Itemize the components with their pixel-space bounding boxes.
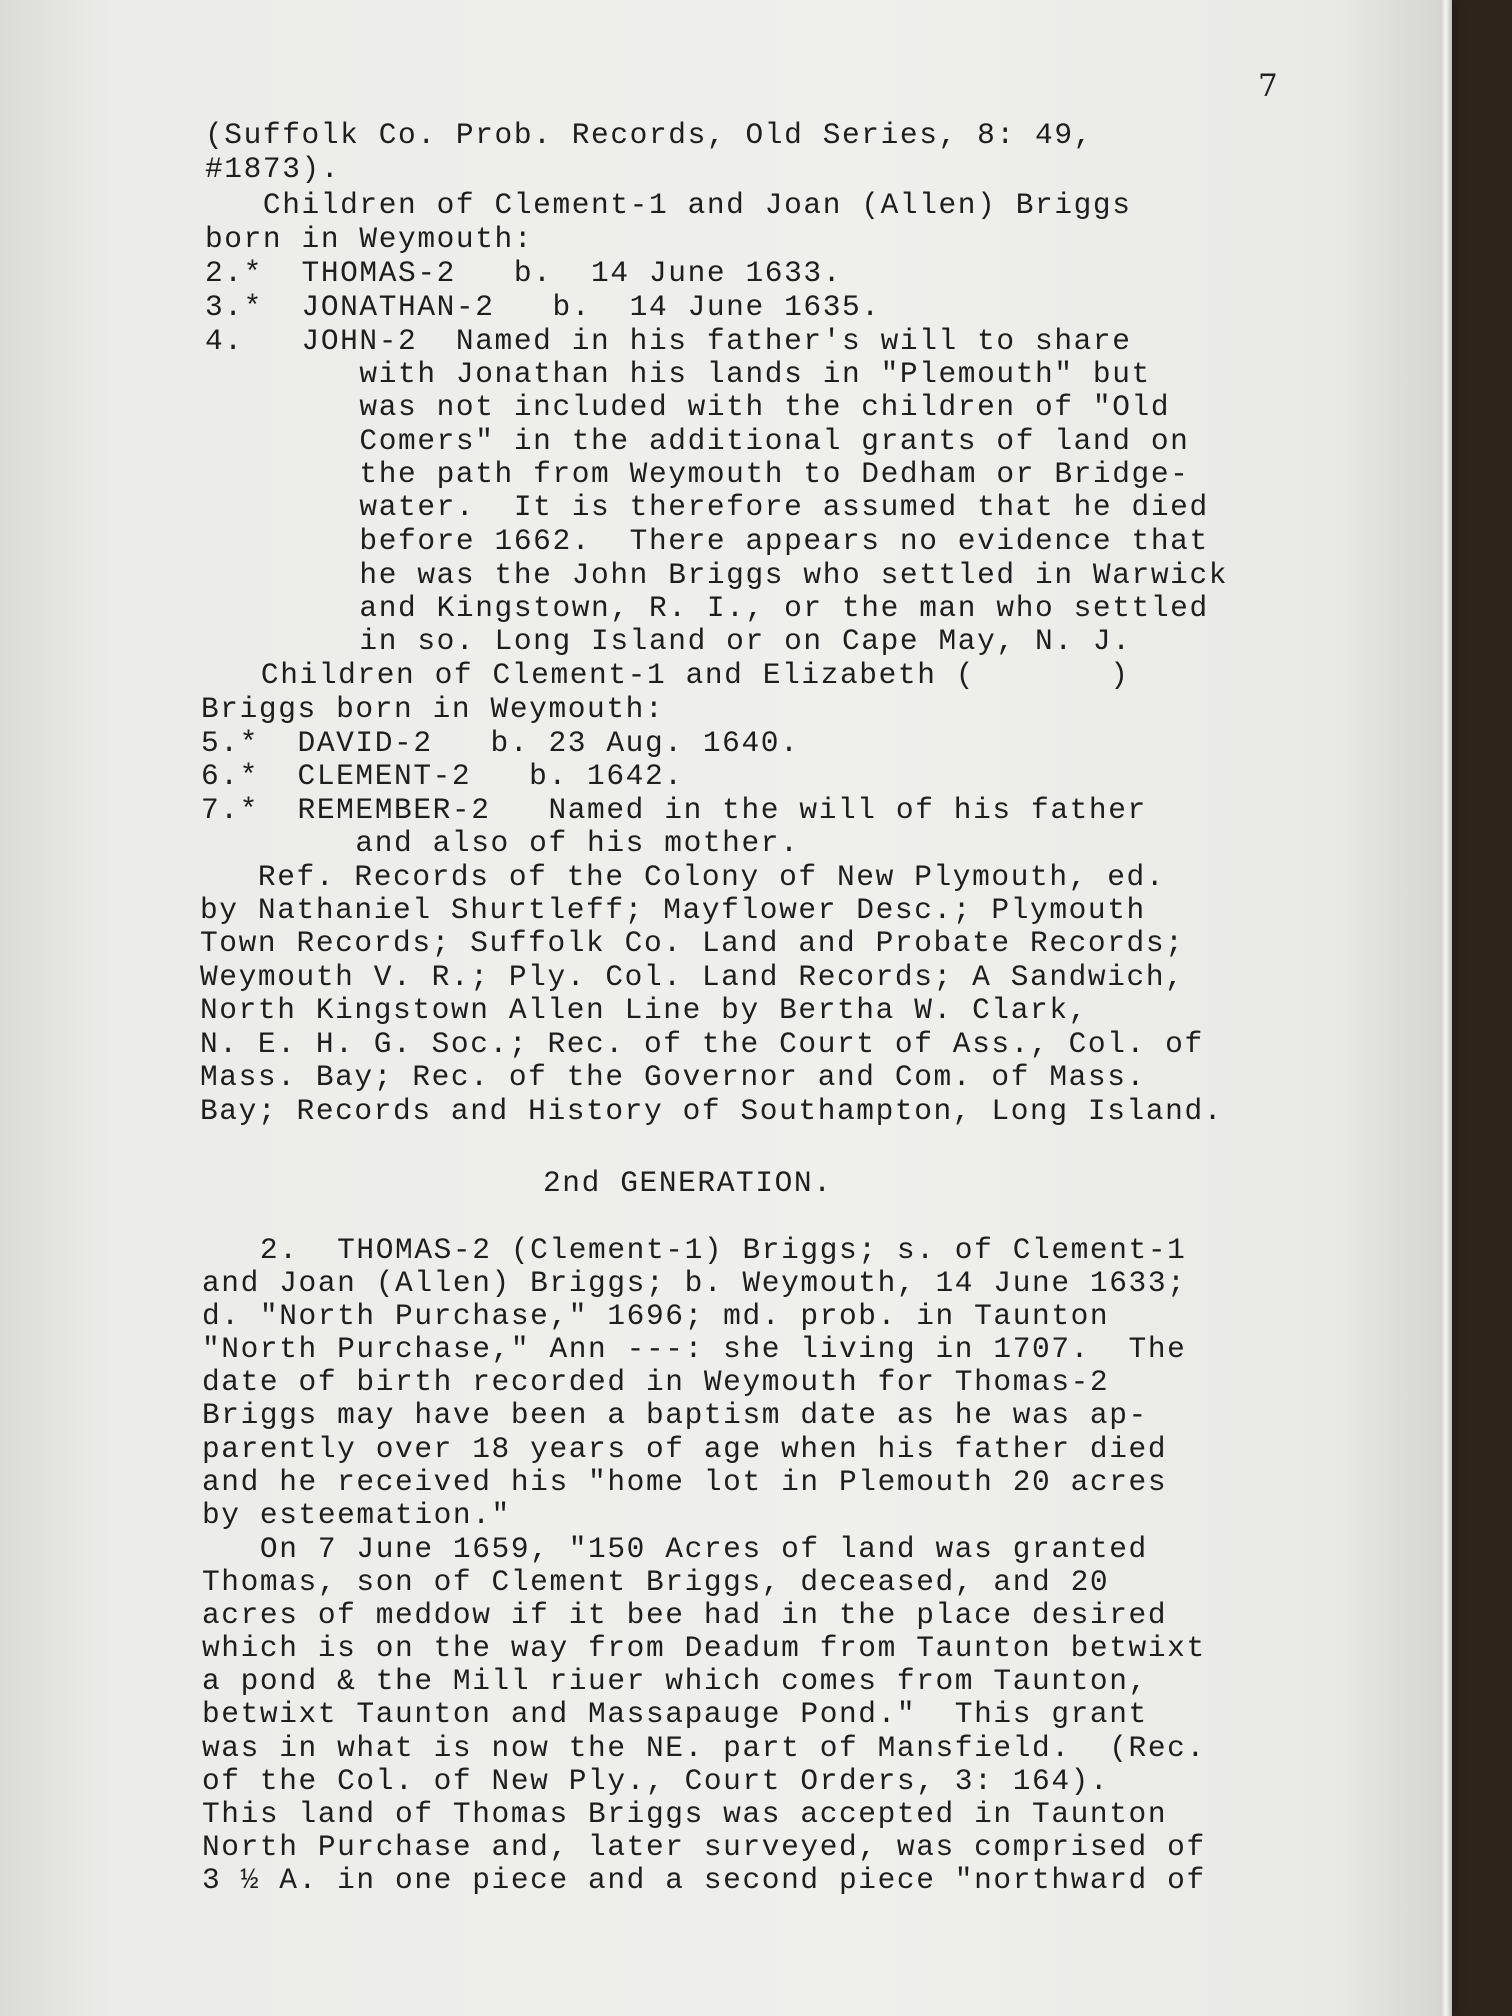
text-line: the path from Weymouth to Dedham or Bridge- <box>205 457 1190 491</box>
section-heading: 2nd GENERATION. <box>543 1166 833 1200</box>
text-line: was not included with the children of "Old <box>205 390 1171 424</box>
text-line: Comers" in the additional grants of land on <box>205 424 1190 458</box>
text-line: and he received his "home lot in Plemouth 20 acres <box>202 1465 1168 1499</box>
text-line: North Kingstown Allen Line by Bertha W. Clark, <box>200 993 1088 1027</box>
text-line: with Jonathan his lands in "Plemouth" but <box>205 357 1151 391</box>
text-line: Town Records; Suffolk Co. Land and Probate Records; <box>200 926 1185 960</box>
text-line: 3 ½ A. in one piece and a second piece "northward of <box>202 1863 1206 1897</box>
text-line: 3.* JONATHAN-2 b. 14 June 1635. <box>205 290 881 324</box>
text-line: he was the John Briggs who settled in Warwick <box>205 558 1229 592</box>
text-line: by Nathaniel Shurtleff; Mayflower Desc.; Plymouth <box>200 893 1146 927</box>
text-line: water. It is therefore assumed that he died <box>205 490 1209 524</box>
page-number: 7 <box>1258 68 1278 104</box>
text-line: Ref. Records of the Colony of New Plymouth, ed. <box>200 860 1166 894</box>
text-line: Children of Clement-1 and Joan (Allen) Briggs <box>205 188 1132 222</box>
text-line: born in Weymouth: <box>205 222 534 256</box>
text-line: and also of his mother. <box>201 826 800 860</box>
text-line: which is on the way from Deadum from Taunton betwixt <box>202 1631 1206 1665</box>
text-line: a pond & the Mill riuer which comes from Taunton, <box>202 1664 1148 1698</box>
text-line: before 1662. There appears no evidence that <box>205 524 1209 558</box>
text-line: (Suffolk Co. Prob. Records, Old Series, 8: 49, <box>205 118 1093 152</box>
text-line: N. E. H. G. Soc.; Rec. of the Court of Ass., Col. of <box>200 1027 1204 1061</box>
text-line: was in what is now the NE. part of Mansfield. (Rec. <box>202 1731 1206 1765</box>
text-line: 2. THOMAS-2 (Clement-1) Briggs; s. of Clement-1 <box>202 1233 1187 1267</box>
text-line: Mass. Bay; Rec. of the Governor and Com. of Mass. <box>200 1060 1146 1094</box>
text-line: 2.* THOMAS-2 b. 14 June 1633. <box>205 256 842 290</box>
text-line: "North Purchase," Ann ---: she living in 1707. The <box>202 1332 1187 1366</box>
text-line: betwixt Taunton and Massapauge Pond." This grant <box>202 1697 1148 1731</box>
text-line: Thomas, son of Clement Briggs, deceased, and 20 <box>202 1565 1110 1599</box>
text-line: Briggs born in Weymouth: <box>201 692 665 726</box>
text-line: 7.* REMEMBER-2 Named in the will of his father <box>201 793 1147 827</box>
text-line: in so. Long Island or on Cape May, N. J. <box>205 624 1132 658</box>
text-line: #1873). <box>205 152 341 186</box>
text-line: Children of Clement-1 and Elizabeth ( ) <box>203 658 1130 692</box>
text-line: and Joan (Allen) Briggs; b. Weymouth, 14 June 1633; <box>202 1266 1187 1300</box>
text-line: Weymouth V. R.; Ply. Col. Land Records; A Sandwich, <box>200 960 1185 994</box>
text-line: Bay; Records and History of Southampton, Long Island. <box>200 1094 1224 1128</box>
text-line: d. "North Purchase," 1696; md. prob. in Taunton <box>202 1299 1110 1333</box>
text-line: date of birth recorded in Weymouth for Thomas-2 <box>202 1365 1110 1399</box>
text-line: North Purchase and, later surveyed, was comprised of <box>202 1830 1206 1864</box>
text-line: 6.* CLEMENT-2 b. 1642. <box>201 759 684 793</box>
text-line: 4. JOHN-2 Named in his father's will to share <box>205 324 1132 358</box>
page-edge <box>1440 0 1452 2016</box>
text-line: On 7 June 1659, "150 Acres of land was granted <box>202 1532 1148 1566</box>
text-line: by esteemation." <box>202 1498 511 1532</box>
text-line: 5.* DAVID-2 b. 23 Aug. 1640. <box>201 726 800 760</box>
text-line: Briggs may have been a baptism date as he was ap- <box>202 1398 1148 1432</box>
text-line: and Kingstown, R. I., or the man who settled <box>205 591 1209 625</box>
text-line: acres of meddow if it bee had in the place desired <box>202 1598 1168 1632</box>
text-line: of the Col. of New Ply., Court Orders, 3: 164). <box>202 1764 1110 1798</box>
text-line: parently over 18 years of age when his father died <box>202 1432 1168 1466</box>
text-line: This land of Thomas Briggs was accepted in Taunton <box>202 1797 1168 1831</box>
